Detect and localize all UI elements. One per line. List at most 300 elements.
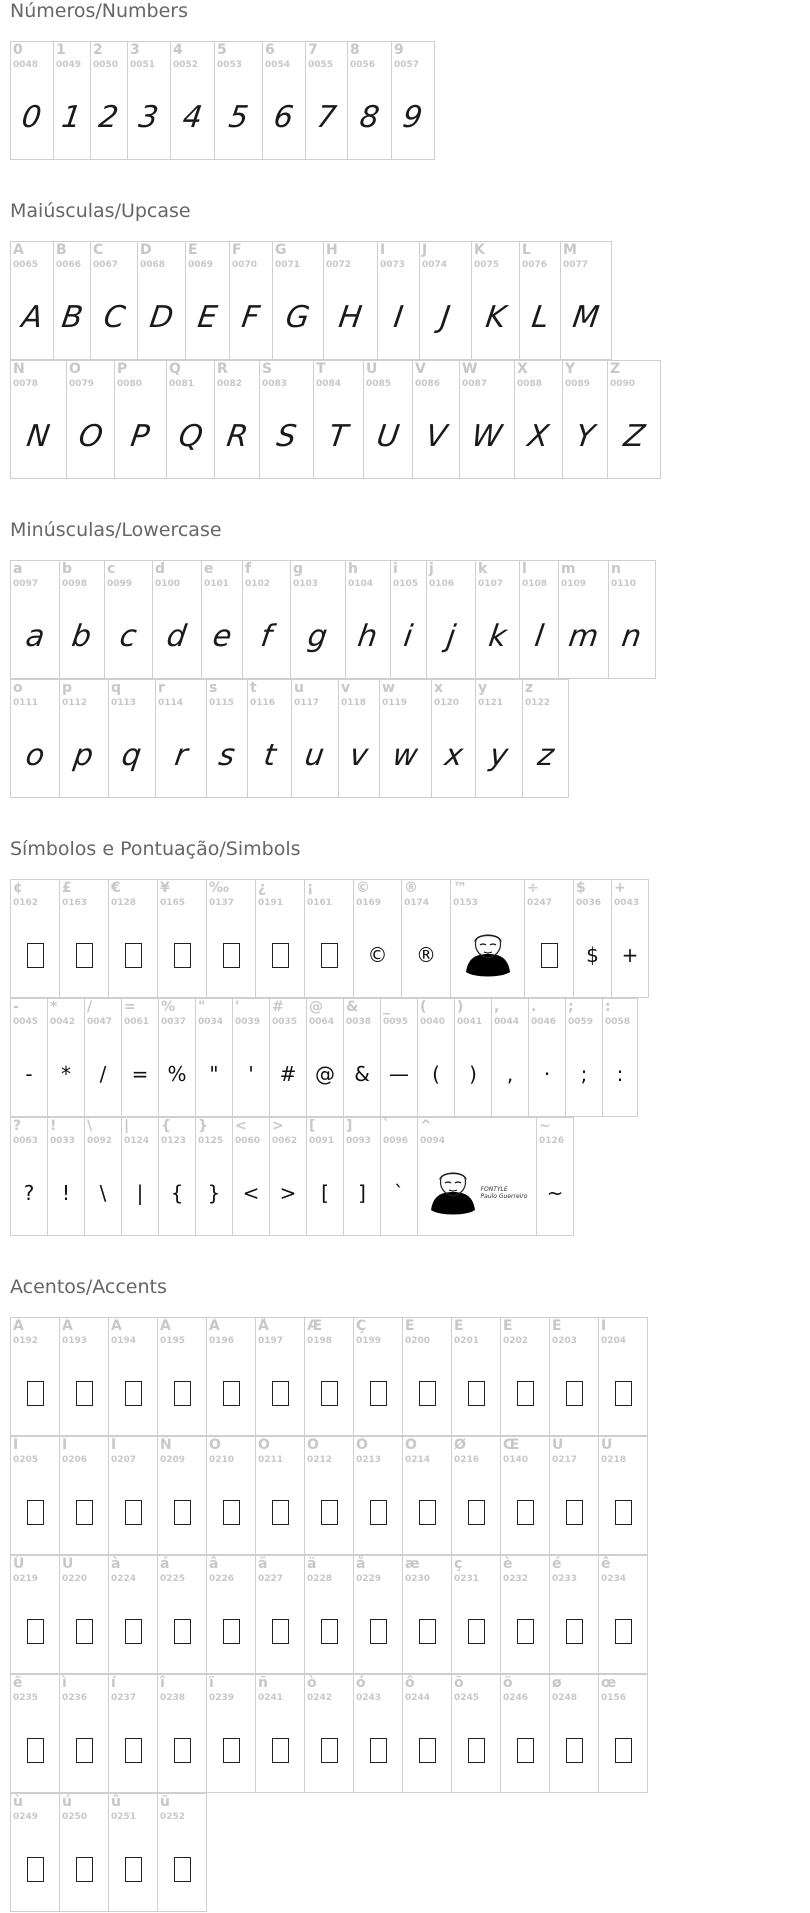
glyph-sample: | — [136, 1181, 144, 1205]
glyph-character-label: i — [393, 561, 398, 577]
glyph-code-label: 0039 — [235, 1017, 261, 1027]
glyph-character-label: b — [62, 561, 73, 577]
glyph-character-label: ë — [13, 1675, 23, 1691]
glyph-character-label: D — [140, 242, 152, 258]
glyph-preview — [11, 1049, 47, 1099]
glyph-sample: m — [566, 618, 601, 654]
glyph-character-label: æ — [405, 1556, 420, 1572]
glyph-sample: · — [543, 1062, 551, 1086]
glyph-preview — [476, 611, 519, 661]
glyph-cell — [255, 1674, 305, 1793]
glyph-code-label: 0227 — [258, 1574, 284, 1584]
glyph-character-label: # — [272, 999, 284, 1015]
glyph-code-label: 0110 — [611, 579, 637, 589]
glyph-character-label: Ê — [503, 1318, 513, 1334]
missing-glyph-box-icon — [174, 1619, 191, 1644]
glyph-character-label: ñ — [258, 1675, 268, 1691]
glyph-sample: } — [207, 1181, 221, 1205]
glyph-cell — [108, 1317, 158, 1436]
glyph-code-label: 0242 — [307, 1693, 333, 1703]
glyph-cell — [290, 560, 346, 679]
glyph-character-label: - — [13, 999, 19, 1015]
glyph-character-label: 2 — [93, 42, 103, 58]
glyph-code-label: 0059 — [568, 1017, 594, 1027]
glyph-character-label: 3 — [130, 42, 140, 58]
glyph-preview — [256, 1487, 304, 1537]
glyph-cell — [10, 879, 60, 998]
glyph-character-label: î — [160, 1675, 165, 1691]
glyph-preview — [256, 1368, 304, 1418]
glyph-cell — [84, 998, 122, 1117]
glyph-cell — [565, 998, 603, 1117]
glyph-sample: O — [76, 418, 105, 454]
glyph-character-label: s — [209, 680, 218, 696]
glyph-code-label: 0140 — [503, 1455, 529, 1465]
glyph-preview — [67, 411, 114, 461]
glyph-cell — [108, 1674, 158, 1793]
glyph-character-label: Æ — [307, 1318, 323, 1334]
missing-glyph-box-icon — [321, 1500, 338, 1525]
portrait-illustration — [427, 1170, 528, 1216]
glyph-code-label: 0044 — [494, 1017, 520, 1027]
glyph-sample: k — [486, 618, 509, 654]
glyph-preview — [455, 1049, 491, 1099]
glyph-cell — [573, 879, 612, 998]
glyph-character-label: O — [69, 361, 81, 377]
glyph-cell — [363, 360, 413, 479]
glyph-preview — [354, 930, 401, 980]
glyph-code-label: 0234 — [601, 1574, 627, 1584]
glyph-cell — [611, 879, 649, 998]
glyph-cell — [353, 1674, 403, 1793]
glyph-code-label: 0246 — [503, 1693, 529, 1703]
glyph-character-label: Ì — [601, 1318, 607, 1334]
glyph-character-label: E — [188, 242, 198, 258]
glyph-preview — [381, 1168, 417, 1218]
glyph-character-label: J — [422, 242, 428, 258]
glyph-preview — [403, 1606, 451, 1656]
glyph-sample: * — [61, 1062, 71, 1086]
glyph-character-label: u — [294, 680, 304, 696]
glyph-code-label: 0198 — [307, 1336, 333, 1346]
glyph-sample: © — [367, 943, 388, 967]
glyph-character-label: , — [494, 999, 500, 1015]
glyph-cell — [304, 1317, 354, 1436]
glyph-sample: y — [487, 737, 511, 773]
glyph-cell — [155, 679, 207, 798]
glyph-code-label: 0087 — [462, 379, 488, 389]
glyph-preview — [273, 292, 323, 342]
glyph-preview — [270, 1168, 306, 1218]
glyph-character-label: ¡ — [307, 880, 314, 896]
glyph-cell — [127, 41, 171, 160]
glyph-preview — [566, 1049, 602, 1099]
glyph-cell — [90, 241, 138, 360]
glyph-character-label: $ — [576, 880, 586, 896]
glyph-sample: ] — [358, 1181, 366, 1205]
glyph-character-label: ¢ — [13, 880, 23, 896]
glyph-preview — [472, 292, 519, 342]
glyph-preview — [476, 730, 522, 780]
glyph-preview — [420, 292, 471, 342]
glyph-preview — [60, 1725, 108, 1775]
glyph-cell — [353, 1436, 403, 1555]
glyph-cell — [59, 1674, 109, 1793]
glyph-preview — [156, 730, 206, 780]
glyph-character-label: 9 — [394, 42, 404, 58]
glyph-character-label: 0 — [13, 42, 23, 58]
glyph-character-label: = — [124, 999, 136, 1015]
glyph-preview — [403, 1368, 451, 1418]
glyph-sample: V — [423, 418, 449, 454]
glyph-code-label: 0068 — [140, 260, 166, 270]
glyph-character-label: Ä — [209, 1318, 220, 1334]
glyph-cell — [229, 241, 273, 360]
glyph-cell — [59, 1436, 109, 1555]
missing-glyph-box-icon — [125, 1500, 142, 1525]
missing-glyph-box-icon — [76, 943, 93, 968]
glyph-preview — [196, 1168, 232, 1218]
glyph-sample: > — [279, 1181, 297, 1205]
glyph-character-label: > — [272, 1118, 284, 1134]
glyph-sample: P — [128, 418, 153, 454]
glyph-sample: 2 — [96, 99, 122, 135]
glyph-preview — [550, 1487, 598, 1537]
glyph-preview — [391, 611, 426, 661]
glyph-preview — [159, 1168, 195, 1218]
glyph-preview — [599, 1725, 647, 1775]
glyph-character-label: á — [160, 1556, 170, 1572]
glyph-preview — [207, 930, 255, 980]
glyph-preview — [138, 292, 185, 342]
glyph-preview — [523, 730, 568, 780]
glyph-preview — [207, 1725, 255, 1775]
glyph-cell — [206, 679, 248, 798]
glyph-sample: 5 — [226, 99, 251, 135]
glyph-code-label: 0055 — [308, 60, 334, 70]
glyph-code-label: 0061 — [124, 1017, 150, 1027]
missing-glyph-box-icon — [419, 1500, 436, 1525]
glyph-code-label: 0091 — [309, 1136, 335, 1146]
glyph-code-label: 0137 — [209, 898, 235, 908]
glyph-preview — [263, 92, 305, 142]
missing-glyph-box-icon — [468, 1500, 485, 1525]
glyph-code-label: 0080 — [117, 379, 143, 389]
glyph-sample: F — [239, 299, 263, 335]
glyph-preview — [207, 1606, 255, 1656]
glyph-code-label: 0056 — [350, 60, 376, 70]
glyph-character-label: ™ — [453, 880, 467, 896]
glyph-code-label: 0033 — [50, 1136, 76, 1146]
glyph-preview — [452, 1368, 500, 1418]
glyph-cell — [500, 1555, 550, 1674]
glyph-preview — [54, 292, 90, 342]
glyph-character-label: Ç — [356, 1318, 367, 1334]
glyph-code-label: 0115 — [209, 698, 235, 708]
glyph-preview — [525, 930, 573, 980]
missing-glyph-box-icon — [517, 1381, 534, 1406]
glyph-character-label: ì — [62, 1675, 67, 1691]
glyph-sample: u — [303, 737, 327, 773]
glyph-character-label: Ö — [405, 1437, 417, 1453]
glyph-cell — [108, 879, 158, 998]
glyph-code-label: 0218 — [601, 1455, 627, 1465]
glyph-code-label: 0162 — [13, 898, 39, 908]
glyph-preview — [215, 411, 259, 461]
glyph-character-label: Å — [258, 1318, 269, 1334]
glyph-cell — [53, 41, 91, 160]
glyph-sample: h — [356, 618, 380, 654]
glyph-sample: , — [506, 1062, 514, 1086]
glyph-character-label: P — [117, 361, 128, 377]
missing-glyph-box-icon — [517, 1738, 534, 1763]
glyph-character-label: f — [245, 561, 252, 577]
glyph-cell — [305, 41, 348, 160]
glyph-code-label: 0106 — [429, 579, 455, 589]
glyph-cell — [417, 1117, 537, 1236]
glyph-character-label: } — [198, 1118, 208, 1134]
glyph-code-label: 0075 — [474, 260, 500, 270]
glyph-sample: c — [117, 618, 140, 654]
glyph-cell — [259, 360, 314, 479]
missing-glyph-box-icon — [615, 1500, 632, 1525]
glyph-character-label: à — [111, 1556, 121, 1572]
glyph-code-label: 0098 — [62, 579, 88, 589]
glyph-character-label: C — [93, 242, 104, 258]
glyph-code-label: 0062 — [272, 1136, 298, 1146]
missing-glyph-box-icon — [76, 1381, 93, 1406]
missing-glyph-box-icon — [517, 1500, 534, 1525]
glyph-preview — [314, 411, 363, 461]
glyph-code-label: 0086 — [415, 379, 441, 389]
glyph-character-label: ÷ — [527, 880, 539, 896]
glyph-preview — [403, 1725, 451, 1775]
glyph-cell — [59, 1793, 109, 1912]
glyph-code-label: 0083 — [262, 379, 288, 389]
missing-glyph-box-icon — [174, 943, 191, 968]
glyph-cell — [291, 679, 339, 798]
glyph-cell — [247, 679, 292, 798]
missing-glyph-box-icon — [370, 1619, 387, 1644]
glyph-preview — [60, 1368, 108, 1418]
missing-glyph-box-icon — [321, 1381, 338, 1406]
glyph-preview — [529, 1049, 565, 1099]
glyph-code-label: 0191 — [258, 898, 284, 908]
glyph-cell — [59, 679, 109, 798]
glyph-character-label: d — [155, 561, 166, 577]
glyph-character-label: M — [563, 242, 577, 258]
glyph-preview — [378, 292, 419, 342]
glyph-code-label: 0047 — [87, 1017, 113, 1027]
glyph-code-label: 0243 — [356, 1693, 382, 1703]
glyph-sample: R — [224, 418, 250, 454]
glyph-preview — [256, 1606, 304, 1656]
glyph-code-label: 0197 — [258, 1336, 284, 1346]
glyph-cell — [306, 1117, 344, 1236]
missing-glyph-box-icon — [541, 943, 558, 968]
glyph-preview — [11, 411, 66, 461]
glyph-character-label: < — [235, 1118, 247, 1134]
glyph-sample: d — [165, 618, 189, 654]
glyph-cell — [10, 1117, 48, 1236]
glyph-preview — [418, 1168, 536, 1218]
glyph-sample: f — [258, 618, 275, 654]
glyph-character-label: I — [380, 242, 386, 258]
missing-glyph-box-icon — [419, 1738, 436, 1763]
glyph-code-label: 0117 — [294, 698, 320, 708]
glyph-character-label: k — [478, 561, 488, 577]
missing-glyph-box-icon — [566, 1500, 583, 1525]
glyph-code-label: 0239 — [209, 1693, 235, 1703]
glyph-preview — [599, 1606, 647, 1656]
glyph-code-label: 0094 — [420, 1136, 446, 1146]
glyph-preview — [292, 730, 338, 780]
glyph-preview — [550, 1725, 598, 1775]
glyph-character-label: . — [531, 999, 537, 1015]
glyph-sample: W — [469, 418, 505, 454]
glyph-character-label: É — [454, 1318, 464, 1334]
glyph-cell — [10, 241, 54, 360]
glyph-code-label: 0209 — [160, 1455, 186, 1465]
glyph-cell — [549, 1674, 599, 1793]
glyph-character-label: ® — [404, 880, 418, 896]
glyph-preview — [344, 1049, 380, 1099]
glyph-code-label: 0122 — [525, 698, 551, 708]
glyph-code-label: 0111 — [13, 698, 39, 708]
glyph-code-label: 0202 — [503, 1336, 529, 1346]
missing-glyph-box-icon — [223, 1500, 240, 1525]
glyph-cell — [59, 560, 105, 679]
glyph-cell — [206, 1555, 256, 1674]
missing-glyph-box-icon — [419, 1381, 436, 1406]
glyph-cell — [269, 998, 307, 1117]
glyph-preview — [115, 411, 166, 461]
glyph-code-label: 0245 — [454, 1693, 480, 1703]
glyph-cell — [607, 360, 661, 479]
glyph-preview — [403, 1487, 451, 1537]
glyph-sample: + — [621, 943, 639, 967]
glyph-character-label: l — [522, 561, 527, 577]
glyph-preview — [413, 411, 459, 461]
glyph-cell — [560, 241, 612, 360]
glyph-sample: - — [25, 1062, 33, 1086]
glyph-cell — [157, 1793, 207, 1912]
glyph-preview — [537, 1168, 573, 1218]
glyph-character-label: + — [614, 880, 626, 896]
glyph-sample: K — [483, 299, 508, 335]
glyph-character-label: ó — [356, 1675, 366, 1691]
glyph-character-label: Q — [169, 361, 181, 377]
glyph-character-label: K — [474, 242, 485, 258]
glyph-cell — [121, 1117, 159, 1236]
glyph-character-label: a — [13, 561, 23, 577]
glyph-character-label: n — [611, 561, 621, 577]
glyph-cell — [377, 241, 420, 360]
missing-glyph-box-icon — [27, 1857, 44, 1882]
glyph-character-label: e — [204, 561, 214, 577]
glyph-code-label: 0035 — [272, 1017, 298, 1027]
glyph-cell — [59, 879, 109, 998]
glyph-character-label: ¥ — [160, 880, 170, 896]
glyph-cell — [157, 1317, 207, 1436]
glyph-sample: " — [209, 1062, 219, 1086]
glyph-character-label: A — [13, 242, 24, 258]
glyph-character-label: @ — [309, 999, 323, 1015]
glyph-preview — [492, 1049, 528, 1099]
glyph-code-label: 0244 — [405, 1693, 431, 1703]
glyph-code-label: 0041 — [457, 1017, 483, 1027]
glyph-cell — [158, 998, 196, 1117]
glyph-sample: ) — [469, 1062, 477, 1086]
glyph-character-label: Ë — [552, 1318, 562, 1334]
glyph-sample: j — [444, 618, 458, 654]
glyph-character-label: ô — [405, 1675, 415, 1691]
glyph-character-label: S — [262, 361, 273, 377]
missing-glyph-box-icon — [125, 1619, 142, 1644]
glyph-code-label: 0226 — [209, 1574, 235, 1584]
glyph-character-label: Û — [13, 1556, 25, 1572]
missing-glyph-box-icon — [174, 1738, 191, 1763]
glyph-sample: v — [347, 737, 371, 773]
missing-glyph-box-icon — [174, 1500, 191, 1525]
glyph-code-label: 0036 — [576, 898, 602, 908]
glyph-code-label: 0074 — [422, 260, 448, 270]
glyph-character-label: Ã — [160, 1318, 171, 1334]
glyph-preview — [550, 1606, 598, 1656]
glyph-sample: I — [391, 299, 406, 335]
glyph-code-label: 0085 — [366, 379, 392, 389]
glyph-preview — [233, 1049, 269, 1099]
glyph-cell — [451, 1436, 501, 1555]
glyph-sample: ~ — [546, 1181, 564, 1205]
glyph-code-label: 0102 — [245, 579, 271, 589]
glyph-code-label: 0092 — [87, 1136, 113, 1146]
glyph-cell — [450, 879, 525, 998]
glyph-cell — [137, 241, 186, 360]
glyph-cell — [524, 879, 574, 998]
glyph-cell — [90, 41, 128, 160]
missing-glyph-box-icon — [615, 1619, 632, 1644]
glyph-code-label: 0195 — [160, 1336, 186, 1346]
glyph-cell — [379, 679, 432, 798]
glyph-cell — [201, 560, 243, 679]
glyph-cell — [232, 998, 270, 1117]
glyph-cell — [402, 1436, 452, 1555]
glyph-code-label: 0060 — [235, 1136, 261, 1146]
glyph-character-label: û — [111, 1794, 121, 1810]
glyph-preview — [60, 1844, 108, 1894]
glyph-cell — [306, 998, 344, 1117]
glyph-cell — [598, 1317, 648, 1436]
glyph-preview — [230, 292, 272, 342]
glyph-cell — [347, 41, 392, 160]
glyph-character-label: 8 — [350, 42, 360, 58]
glyph-cell — [431, 679, 476, 798]
glyph-preview — [243, 611, 290, 661]
glyph-sample: 6 — [271, 99, 297, 135]
glyph-preview — [158, 1487, 206, 1537]
glyph-character-label: ~ — [539, 1118, 551, 1134]
glyph-preview — [418, 1049, 454, 1099]
glyph-code-label: 0073 — [380, 260, 406, 270]
glyph-preview — [451, 930, 524, 980]
glyph-character-label: ‰ — [209, 880, 230, 896]
glyph-character-label: t — [250, 680, 257, 696]
glyph-code-label: 0231 — [454, 1574, 480, 1584]
glyph-sample: n — [620, 618, 644, 654]
glyph-code-label: 0199 — [356, 1336, 382, 1346]
glyph-preview — [60, 1487, 108, 1537]
